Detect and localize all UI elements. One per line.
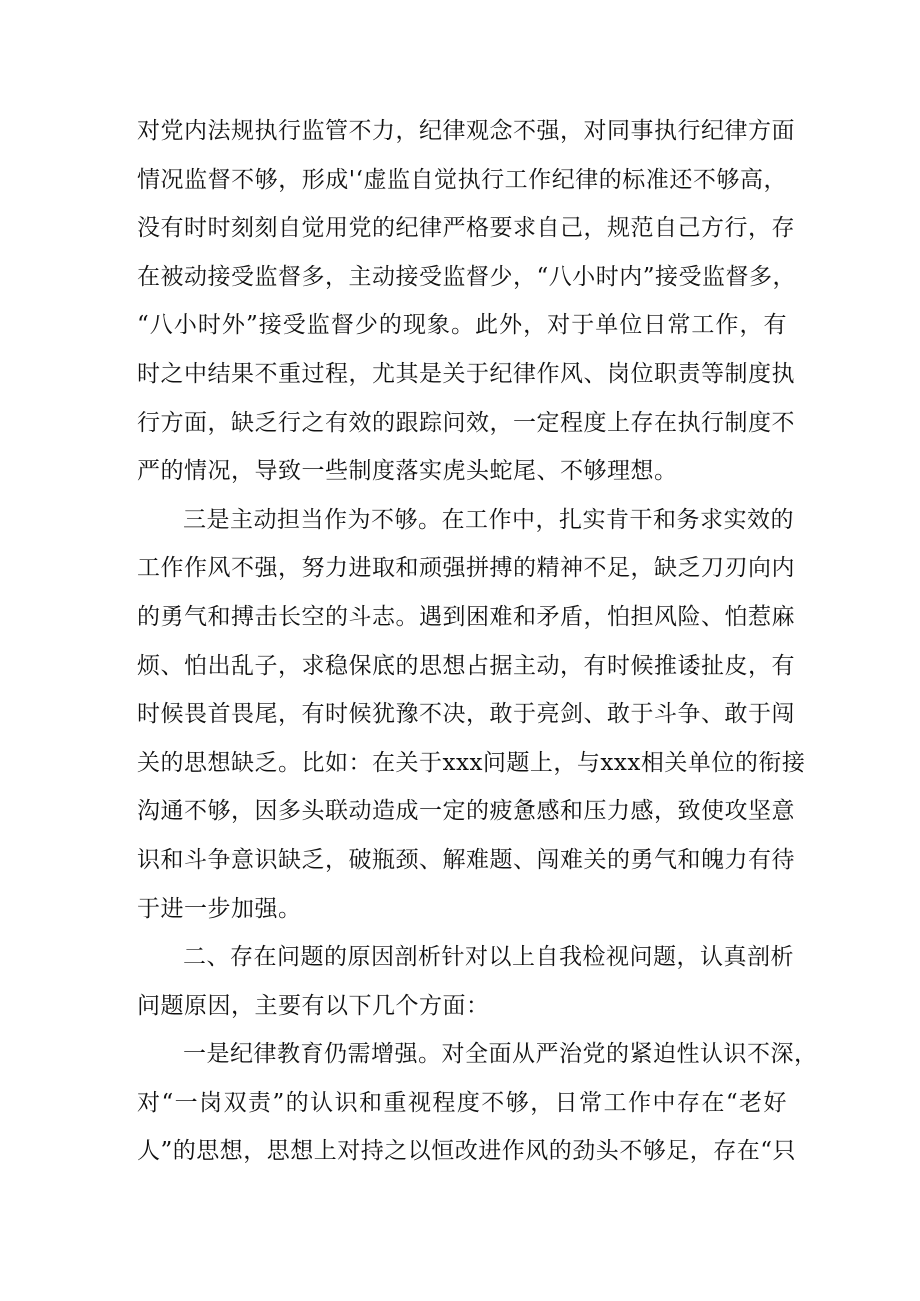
text-line: 沟通不够，因多头联动造成一定的疲惫感和压力感，致使攻坚意 [137,798,795,825]
text-line: 对“一岗双责”的认识和重视程度不够，日常工作中存在“老好 [137,1089,787,1116]
document-body [137,107,818,1176]
paragraph-first-line: 三是主动担当作为不够。在工作中，扎实肯干和务求实效的 [183,506,794,533]
text-line: 烦、怕出乱子，求稳保底的思想占据主动，有时候推诿扯皮，有 [137,652,795,679]
text-line: 问题原因，主要有以下几个方面： [137,992,490,1019]
text-line: 人”的思想，思想上对持之以恒改进作风的劲头不够足，存在“只 [137,1138,797,1165]
text-line: 行方面，缺乏行之有效的跟踪问效，一定程度上存在执行制度不 [137,409,795,436]
text-line: 时之中结果不重过程，尤其是关于纪律作风、岗位职责等制度执 [137,360,795,387]
text-line: 在被动接受监督多，主动接受监督少，“八小时内”接受监督多， [137,263,797,290]
text-line: 的勇气和搏击长空的斗志。遇到困难和矛盾，怕担风险、怕惹麻 [137,603,795,630]
text-line: 没有时时刻刻自觉用党的纪律严格要求自己，规范自己方行，存 [137,215,795,242]
text-line: 严的情况，导致一些制度落实虎头蛇尾、不够理想。 [137,458,678,485]
paragraph-first-line: 一是纪律教育仍需增强。对全面从严治党的紧迫性认识不深， [183,1041,818,1068]
text-line: 工作作风不强，努力进取和顽强拼搏的精神不足，缺乏刀刃向内 [137,555,795,582]
text-line: 情况监督不够，形成'‘虚监自觉执行工作纪律的标准还不够高， [137,166,787,193]
text-line: 对党内法规执行监管不力，纪律观念不强，对同事执行纪律方面 [137,118,795,144]
text-line: “八小时外”接受监督少的现象。此外，对于单位日常工作，有 [137,312,787,339]
text-line: 识和斗争意识缺乏，破瓶颈、解难题、闯难关的勇气和魄力有待 [137,846,795,873]
paragraph-first-line: 二、存在问题的原因剖析针对以上自我检视问题，认真剖析 [183,944,794,971]
text-line: 关的思想缺乏。比如：在关于xxx问题上，与xxx相关单位的衔接 [137,749,806,776]
text-line: 时候畏首畏尾，有时候犹豫不决，敢于亮剑、敢于斗争、敢于闯 [137,701,795,728]
text-line: 于进一步加强。 [137,895,302,922]
